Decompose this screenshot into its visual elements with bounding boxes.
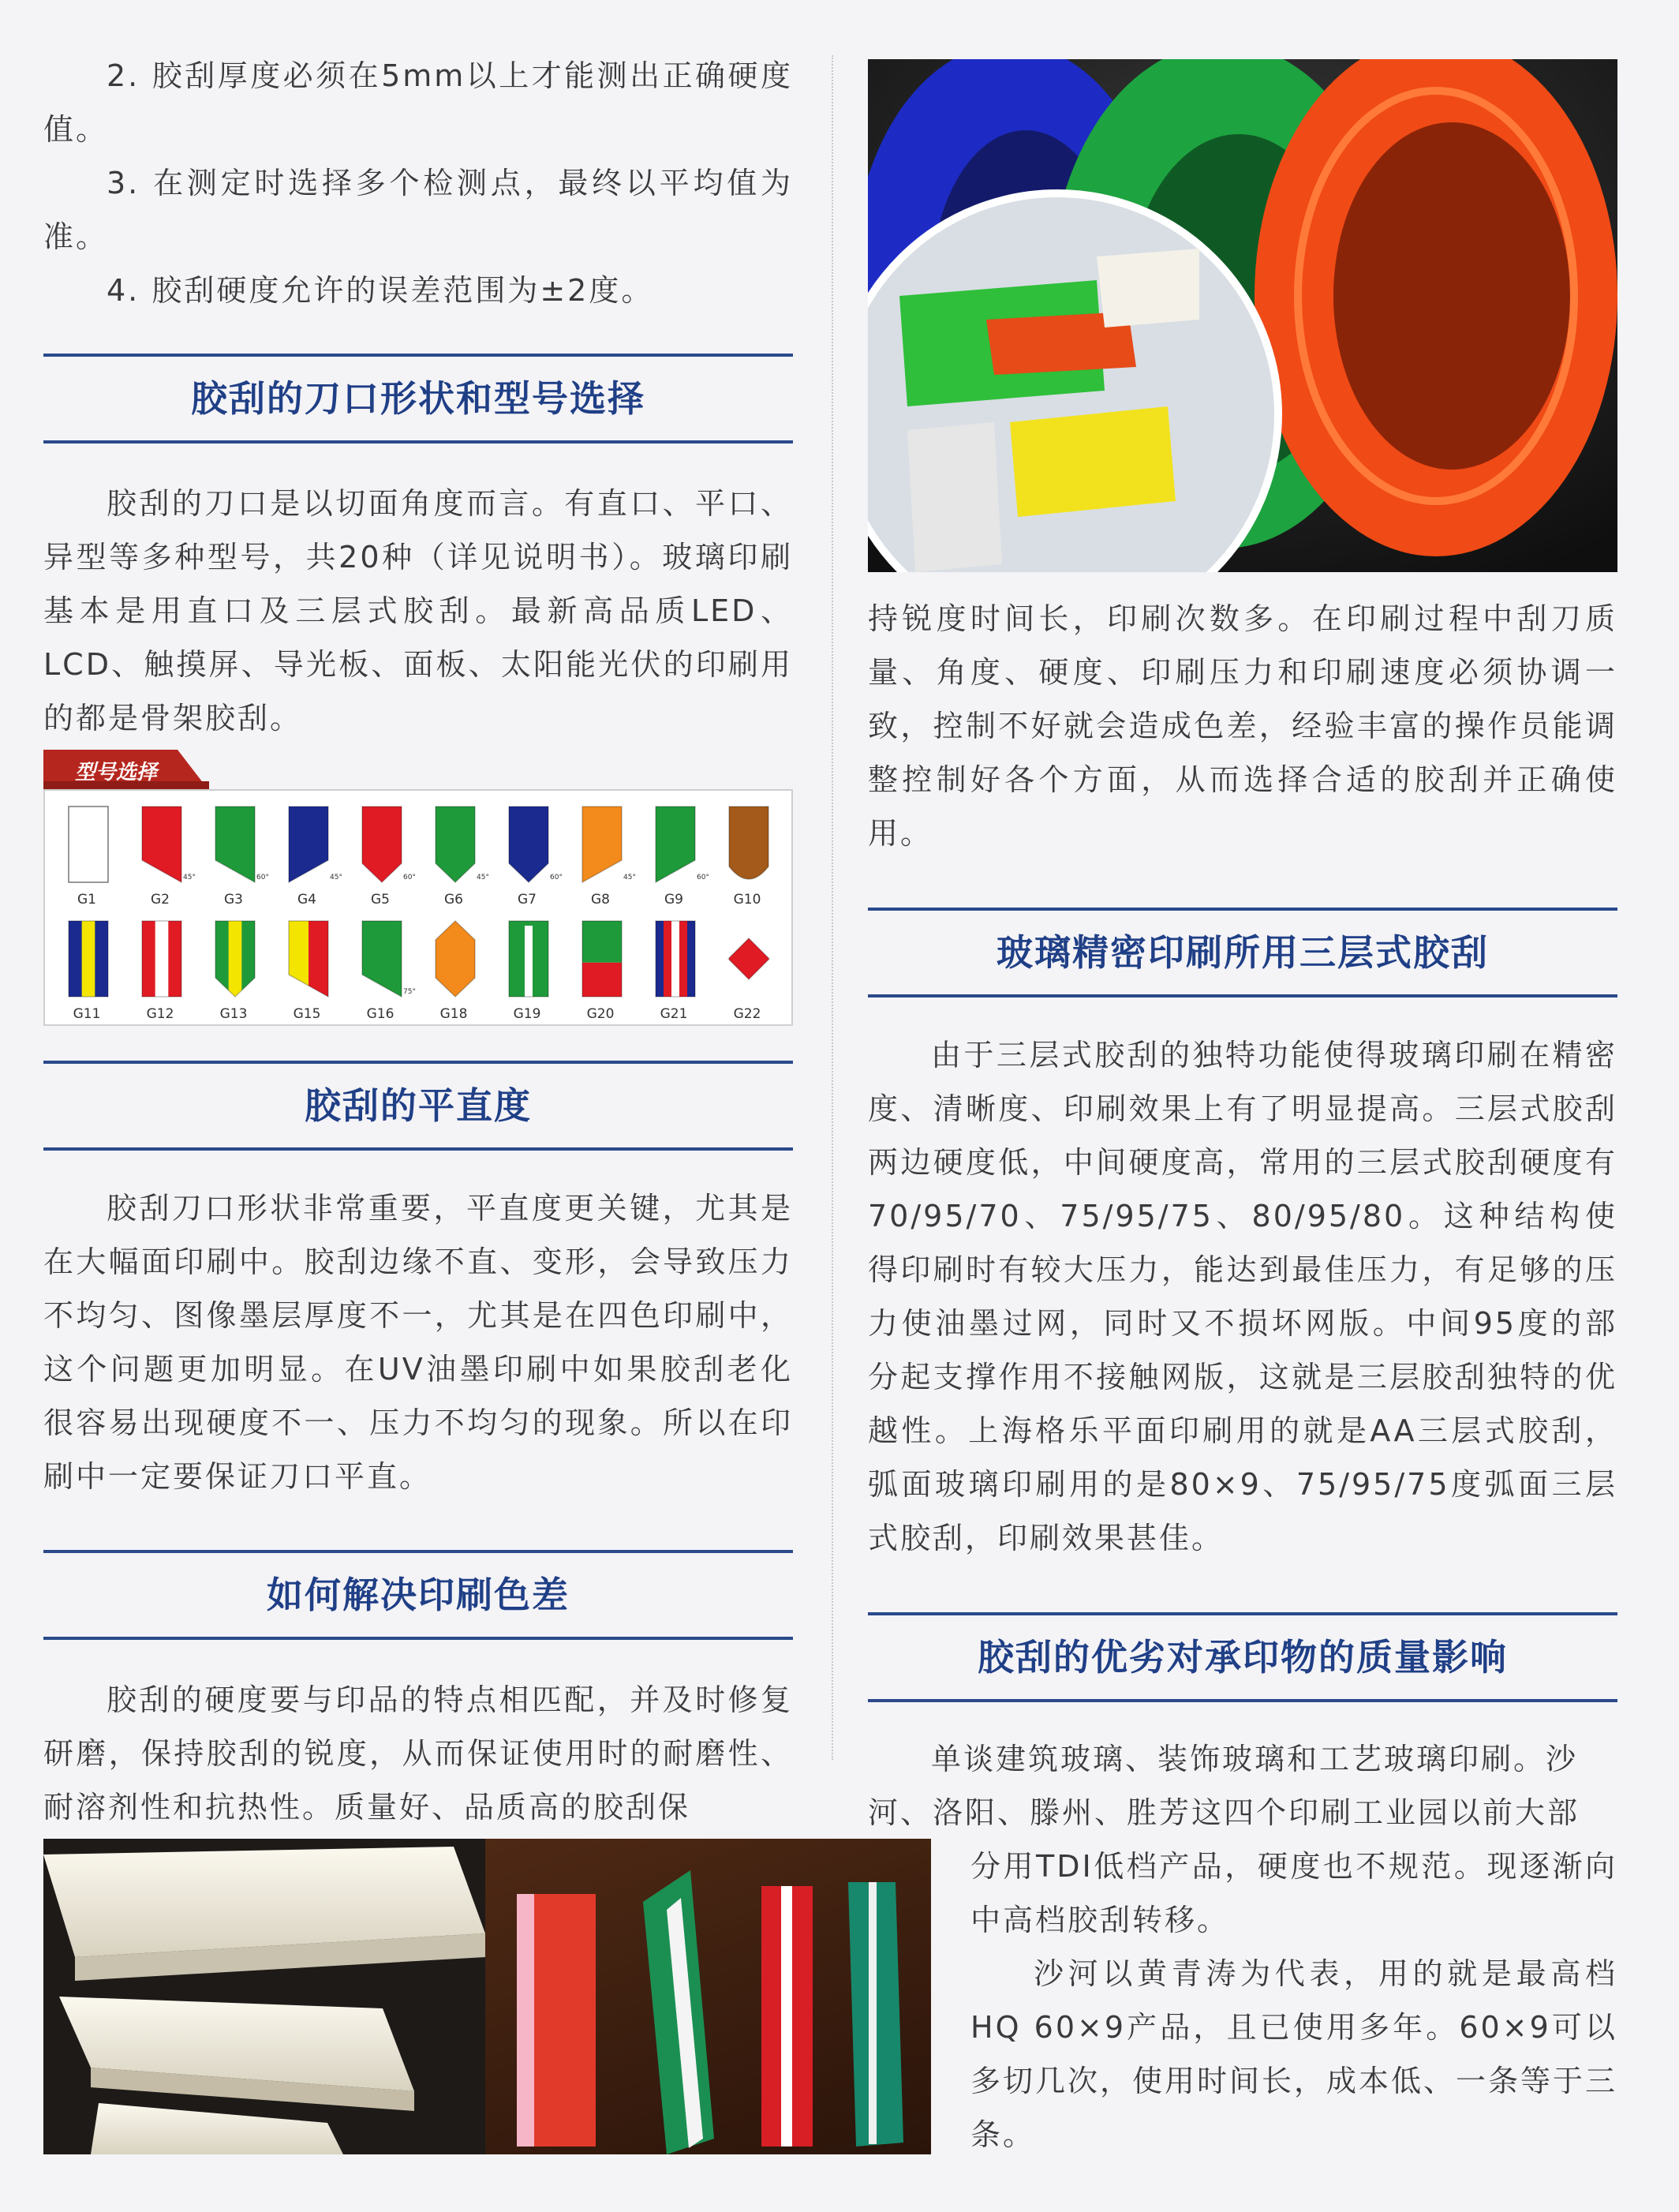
section-heading-text: 胶刮的刀口形状和型号选择 [191, 377, 645, 420]
left-column [43, 49, 793, 317]
blade-code-label: G2 [151, 892, 170, 908]
model-selection-chart [43, 750, 793, 1026]
paragraph: 胶刮刀口形状非常重要，平直度更关键，尤其是在大幅面印刷中。胶刮边缘不直、变形，会导致压力不均匀、图像墨层厚度不一，尤其是在四色印刷中，这个问题更加明显。在UV油墨印刷中如果胶刮老化很容易出现硬度不一、压力不均匀的现象。所以在印刷中一定要保证刀口平直。 [43, 1191, 793, 1494]
blade-shape-icon [581, 805, 636, 887]
blade-profile-g16 [343, 919, 417, 1030]
blade-profile-g20 [563, 919, 638, 1030]
section-heading-straightness [43, 1061, 793, 1151]
blade-shape-icon [507, 805, 563, 887]
blade-profile-g1 [50, 805, 124, 915]
column-divider [832, 55, 833, 1760]
blade-profile-g7 [490, 805, 564, 915]
blade-profile-g10 [710, 805, 784, 915]
paragraph: 沙河以黄青涛为代表，用的就是最高档HQ 60×9产品，且已使用多年。60×9可以多切几次，使用时间长，成本低、一条等于三条。 [970, 1956, 1618, 2152]
blade-profile-g4 [270, 805, 344, 915]
section-body-quality-impact-narrow [970, 1840, 1617, 2161]
blade-angle-label: 45° [183, 874, 196, 881]
blade-code-label: G22 [733, 1006, 761, 1022]
paragraph: 由于三层式胶刮的独特功能使得玻璃印刷在精密度、清晰度、印刷效果上有了明显提高。三层式胶刮两边硬度低，中间硬度高，常用的三层式胶刮硬度有70/95/70、75/95/75、80/95/80。这种结构使得印刷时有较大压力，能达到最佳压力，有足够的压力使油墨过网，同时又不损坏网版。中间95度的部分起支撑作用不接触网版，这就是三层胶刮独特的优越性。上海格乐平面印刷用的就是AA三层式胶刮，弧面玻璃印刷用的是80×9、75/95/75度弧面三层式胶刮，印刷效果甚佳。 [868, 1038, 1617, 1555]
blade-shape-icon [361, 805, 416, 887]
blade-profile-g21 [637, 919, 711, 1030]
blade-angle-label: 60° [256, 874, 269, 881]
blade-profile-g3 [196, 805, 271, 915]
blade-shape-icon [287, 805, 342, 887]
blade-code-label: G10 [733, 892, 761, 908]
intro-item-2: 2. 胶刮厚度必须在5mm以上才能测出正确硬度值。 [43, 58, 793, 147]
chart-tab-label: 型号选择 [75, 761, 158, 784]
blade-shape-icon [361, 919, 416, 1001]
paragraph: 持锐度时间长，印刷次数多。在印刷过程中刮刀质量、角度、硬度、印刷压力和印刷速度必须协调一致，控制不好就会造成色差，经验丰富的操作员能调整控制好各个方面，从而选择合适的胶刮并正确使用。 [868, 601, 1617, 851]
blade-profile-g9 [637, 805, 711, 915]
blade-row-2 [43, 919, 793, 1030]
blade-code-label: G13 [219, 1006, 248, 1022]
section-heading-text: 胶刮的平直度 [305, 1084, 532, 1127]
blade-shape-icon [581, 919, 636, 1001]
blade-profile-g5 [343, 805, 417, 915]
section-body-three-layer [868, 1028, 1617, 1565]
paragraph: 分用TDI低档产品，硬度也不规范。现逐渐向中高档胶刮转移。 [970, 1849, 1617, 1937]
blade-profile-g8 [563, 805, 638, 915]
blade-code-label: G1 [77, 892, 96, 908]
section-body-blade-shape [43, 477, 793, 745]
blade-code-label: G5 [371, 892, 390, 908]
blade-shape-icon [214, 919, 269, 1001]
blade-shape-icon [434, 919, 489, 1001]
blade-code-label: G8 [591, 892, 610, 908]
blade-code-label: G15 [293, 1006, 321, 1022]
blade-code-label: G9 [664, 892, 683, 908]
blade-shape-icon [434, 805, 489, 887]
intro-item-3: 3. 在测定时选择多个检测点，最终以平均值为准。 [43, 166, 793, 254]
paragraph-line: 河、洛阳、滕州、胜芳这四个印刷工业园以前大部 [868, 1795, 1580, 1830]
blade-code-label: G19 [513, 1006, 541, 1022]
blade-angle-label: 45° [623, 874, 636, 881]
section-heading-quality-impact [868, 1612, 1617, 1702]
blade-profile-g6 [417, 805, 491, 915]
blade-code-label: G16 [366, 1006, 395, 1022]
squeegee-rolls-illustration [868, 59, 1617, 572]
blade-code-label: G11 [73, 1006, 101, 1022]
squeegee-rolls-photo [868, 59, 1617, 572]
blade-angle-label: 60° [550, 874, 563, 881]
section-heading-text: 如何解决印刷色差 [267, 1574, 570, 1616]
blade-profile-g18 [417, 919, 491, 1030]
blade-code-label: G6 [444, 892, 463, 908]
paragraph-line: 单谈建筑玻璃、装饰玻璃和工艺玻璃印刷。沙 [931, 1742, 1579, 1776]
blade-shape-icon [214, 805, 269, 887]
blade-profile-g13 [196, 919, 271, 1030]
blade-shape-icon [727, 919, 783, 1001]
blade-shape-icon [654, 805, 709, 887]
squeegee-samples-illustration [43, 1839, 931, 2154]
blade-shape-icon [140, 919, 196, 1001]
blade-shape-icon [727, 805, 783, 887]
blade-code-label: G18 [439, 1006, 468, 1022]
blade-angle-label: 60° [403, 874, 416, 881]
blade-angle-label: 45° [330, 874, 342, 881]
blade-shape-icon [140, 805, 196, 887]
blade-code-label: G12 [146, 1006, 174, 1022]
paragraph: 胶刮的硬度要与印品的特点相匹配，并及时修复研磨，保持胶刮的锐度，从而保证使用时的耐磨性、耐溶剂性和抗热性。质量好、品质高的胶刮保 [43, 1682, 793, 1825]
blade-shape-icon [67, 919, 122, 1001]
section-heading-blade-shape [43, 354, 793, 444]
section-heading-three-layer [868, 908, 1617, 997]
blade-code-label: G21 [660, 1006, 688, 1022]
blade-profile-g11 [50, 919, 124, 1030]
section-heading-color-difference [43, 1550, 793, 1640]
blade-shape-icon [507, 919, 563, 1001]
blade-profile-g19 [490, 919, 564, 1030]
section-body-color-difference [43, 1673, 793, 1834]
section-heading-text: 胶刮的优劣对承印物的质量影响 [978, 1636, 1508, 1679]
blade-code-label: G7 [518, 892, 537, 908]
blade-shape-icon [654, 919, 709, 1001]
blade-angle-label: 45° [477, 874, 489, 881]
blade-profile-g22 [710, 919, 784, 1030]
section-heading-text: 玻璃精密印刷所用三层式胶刮 [997, 931, 1489, 974]
blade-profile-g12 [123, 919, 197, 1030]
blade-shape-icon [287, 919, 342, 1001]
blade-angle-label: 75° [403, 988, 416, 996]
section-body-straightness [43, 1181, 793, 1503]
intro-item-4: 4. 胶刮硬度允许的误差范围为±2度。 [107, 273, 654, 308]
blade-profile-g2 [123, 805, 197, 915]
blade-code-label: G4 [297, 892, 316, 908]
blade-profile-g15 [270, 919, 344, 1030]
blade-code-label: G20 [586, 1006, 615, 1022]
blade-shape-icon [67, 805, 122, 887]
paragraph: 胶刮的刀口是以切面角度而言。有直口、平口、异型等多种型号，共20种（详见说明书）。玻璃印刷基本是用直口及三层式胶刮。最新高品质LED、LCD、触摸屏、导光板、面板、太阳能光伏的印刷用的都是骨架胶刮。 [43, 486, 793, 735]
right-continuation [868, 592, 1617, 860]
blade-row-1 [43, 805, 793, 915]
blade-angle-label: 60° [697, 874, 709, 881]
section-body-quality-impact [868, 1732, 1617, 1840]
squeegee-samples-photo [43, 1839, 931, 2154]
blade-code-label: G3 [224, 892, 243, 908]
